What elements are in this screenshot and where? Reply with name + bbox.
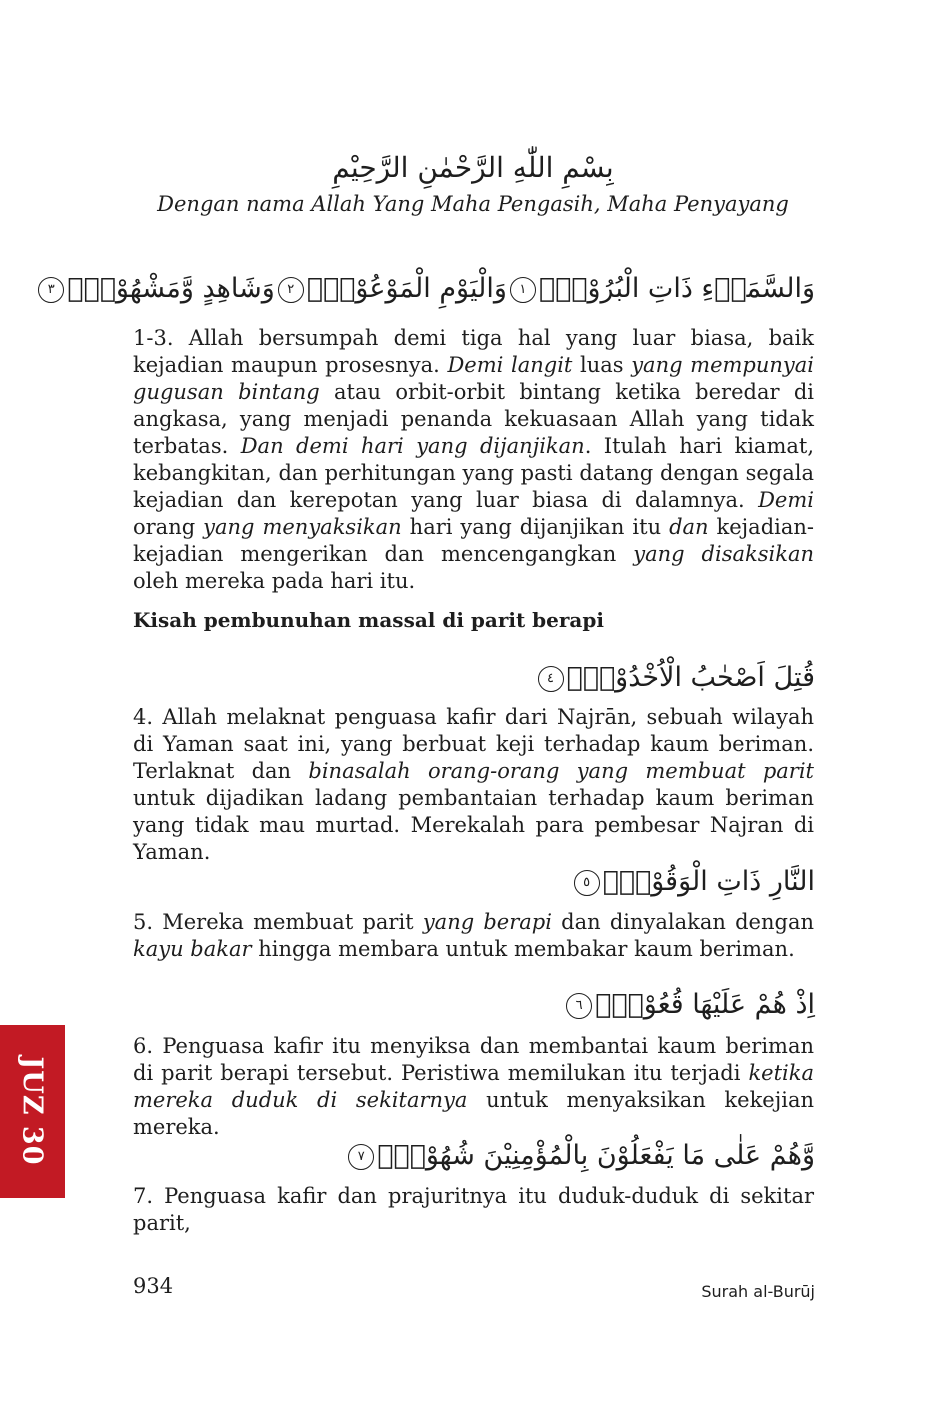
tafsir-7 [133,1183,814,1237]
verse-4-arabic [535,658,815,698]
tafsir-1-3 [133,325,814,595]
tafsir-segment: yang mempunyai gugusan bintang [133,353,815,404]
tafsir-segment: Demi langit [447,353,573,377]
tafsir-segment: . Itulah hari kiamat, kebangkitan, dan perhitungan yang pasti datang dengan segala kejadian dan kerepotan yang luar biasa di dalamnya. [133,434,815,512]
page-number: 934 [133,1274,174,1298]
tafsir-segment: yang berapi [422,910,552,934]
ayah-number-marker: ٧ [348,1144,374,1170]
section-heading: Kisah pembunuhan massal di parit berapi [133,608,604,632]
tafsir-5 [133,909,814,963]
ayah-number-marker: ٣ [38,277,64,303]
basmalah-translation: Dengan nama Allah Yang Maha Pengasih, Maha Penyayang [157,192,789,216]
tafsir-segment: dan [669,515,709,539]
tafsir-segment: kejadian-kejadian mengerikan dan mencengangkan [133,515,815,566]
tafsir-segment: dan dinyalakan dengan [551,910,814,934]
tafsir-segment: atau orbit-orbit bintang ketika beredar di angkasa, yang menjadi penanda kekuasaan Allah yang tidak terbatas. [133,380,814,458]
verse-5-arabic [571,862,815,902]
verse-6-arabic [563,985,815,1025]
tafsir-segment: kayu bakar [133,937,252,961]
verse-7-arabic [345,1136,815,1176]
tafsir-segment: ketika mereka duduk di sekitarnya [133,1061,814,1112]
surah-name: Surah al-Burūj [701,1282,815,1301]
ayah-number-marker: ٢ [278,277,304,303]
ayah-number-marker: ٦ [566,993,592,1019]
tafsir-segment: 7. Penguasa kafir dan prajuritnya itu duduk-duduk di sekitar parit, [133,1184,814,1235]
tafsir-4 [133,704,814,866]
verse-text: النَّارِ ذَاتِ الْوَقُوْدِۙ [602,866,815,897]
tafsir-segment: yang disaksikan [633,542,814,566]
juz-label: JUZ 30 [16,1056,48,1166]
tafsir-segment: 5. Mereka membuat parit [133,910,423,934]
tafsir-segment: hingga membara untuk membakar kaum beriman. [251,937,795,961]
ayah-number-marker: ٤ [538,666,564,692]
tafsir-segment: oleh mereka pada hari itu. [133,569,416,593]
tafsir-segment: untuk menyaksikan kekejian mereka. [133,1088,814,1139]
verse-text: وَالسَّمَاۤءِ ذَاتِ الْبُرُوْجِۙ [538,273,815,304]
verse-text: وَّهُمْ عَلٰى مَا يَفْعَلُوْنَ بِالْمُؤْمِنِيْنَ شُهُوْدٌۗ [377,1140,815,1171]
verse-text: اِذْ هُمْ عَلَيْهَا قُعُوْدٌۙ [595,989,815,1020]
verse-text: وَالْيَوْمِ الْمَوْعُوْدِۙ [306,273,507,304]
tafsir-segment: 1-3. Allah bersumpah demi tiga hal yang luar biasa, baik kejadian maupun prosesnya. [133,326,814,377]
tafsir-segment: Dan demi hari yang dijanjikan [240,434,585,458]
tafsir-segment: yang menyaksikan [203,515,402,539]
tafsir-segment: luas [572,353,632,377]
tafsir-segment: 6. Penguasa kafir itu menyiksa dan membantai kaum beriman di parit berapi tersebut. Peristiwa memilukan itu terjadi [133,1034,814,1085]
tafsir-segment: binasalah orang-orang yang membuat parit [308,759,814,783]
tafsir-segment: hari yang dijanjikan itu [401,515,670,539]
verse-text: قُتِلَ اَصْحٰبُ الْاُخْدُوْدِۙ [566,662,815,693]
ayah-number-marker: ٥ [574,870,600,896]
verse-text: وَشَاهِدٍ وَّمَشْهُوْدٍۗ [67,273,275,304]
tafsir-segment: untuk dijadikan ladang pembantaian terhadap kaum beriman yang tidak mau murtad. Merekalah para pembesar Najran di Yaman. [133,786,814,864]
ayah-number-marker: ١ [510,277,536,303]
tafsir-segment: 4. Allah melaknat penguasa kafir dari Najrān, sebuah wilayah di Yaman saat ini, yang berbuat keji terhadap kaum beriman. Terlaknat dan [133,705,814,783]
verse-1-3-arabic [35,269,815,309]
juz-side-tab [0,1025,65,1198]
basmalah-arabic: بِسْمِ اللّٰهِ الرَّحْمٰنِ الرَّحِيْمِ [332,151,614,184]
tafsir-segment: orang [133,515,204,539]
tafsir-6 [133,1033,814,1141]
tafsir-segment: Demi [758,488,814,512]
